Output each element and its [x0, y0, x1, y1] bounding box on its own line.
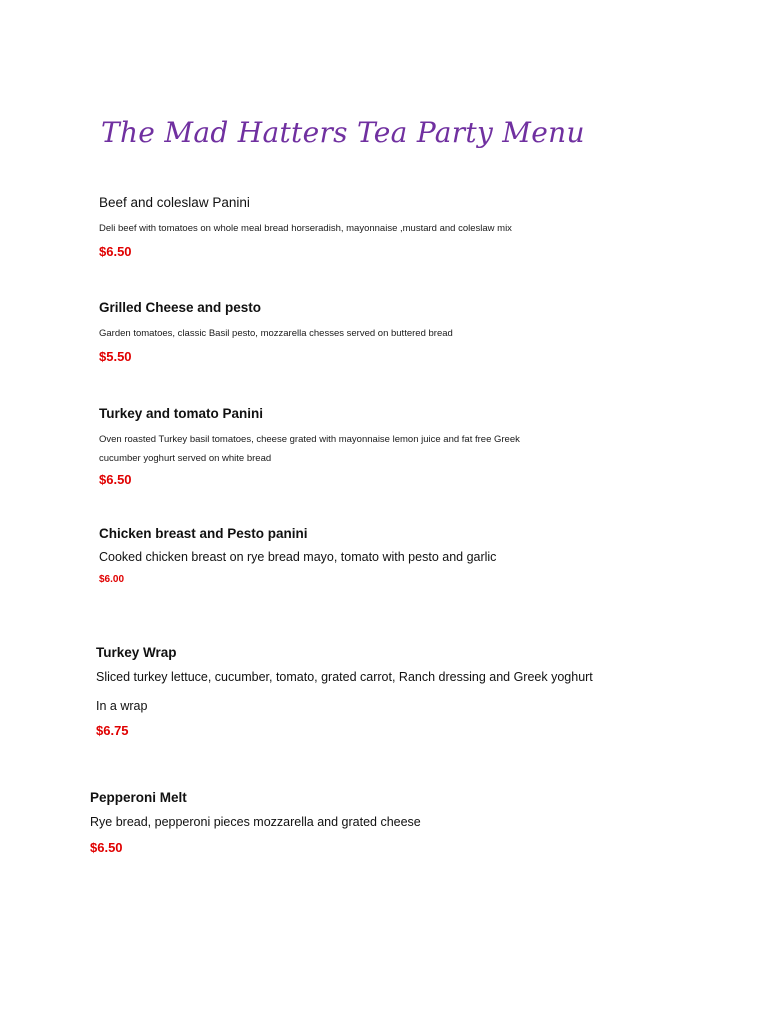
item-name: Turkey and tomato Panini — [99, 406, 264, 421]
item-name: Pepperoni Melt — [90, 790, 187, 805]
menu-item-pepperoni-melt — [90, 789, 421, 855]
item-price: $5.50 — [99, 349, 132, 364]
item-price: $6.50 — [99, 244, 132, 259]
item-description: Garden tomatoes, classic Basil pesto, mozzarella chesses served on buttered bread — [99, 328, 453, 339]
item-description-line: Oven roasted Turkey basil tomatoes, cheese grated with mayonnaise lemon juice and fat free Greek — [99, 434, 520, 445]
item-name: Grilled Cheese and pesto — [99, 300, 262, 315]
item-description: Rye bread, pepperoni pieces mozzarella and grated cheese — [90, 815, 421, 829]
item-name: Turkey Wrap — [96, 645, 177, 660]
menu-item-grilled-cheese-pesto — [99, 299, 453, 364]
menu-item-chicken-pesto-panini — [99, 525, 496, 585]
menu-item-turkey-wrap — [96, 644, 593, 738]
item-description: Cooked chicken breast on rye bread mayo, tomato with pesto and garlic — [99, 550, 497, 564]
menu-title: The Mad Hatters Tea Party Menu — [101, 116, 585, 149]
item-price: $6.75 — [96, 723, 129, 738]
menu-item-turkey-tomato-panini — [99, 405, 520, 487]
item-description-line: cucumber yoghurt served on white bread — [99, 453, 272, 464]
item-price: $6.00 — [99, 574, 125, 585]
menu-item-beef-coleslaw-panini — [99, 194, 512, 259]
item-name: Chicken breast and Pesto panini — [99, 526, 308, 541]
item-description: Deli beef with tomatoes on whole meal bread horseradish, mayonnaise ,mustard and coleslaw mix — [99, 223, 512, 234]
item-price: $6.50 — [99, 472, 132, 487]
item-price: $6.50 — [90, 840, 123, 855]
item-description-line: Sliced turkey lettuce, cucumber, tomato, grated carrot, Ranch dressing and Greek yoghurt — [96, 670, 593, 684]
item-name: Beef and coleslaw Panini — [99, 195, 250, 210]
item-description-line: In a wrap — [96, 699, 148, 713]
